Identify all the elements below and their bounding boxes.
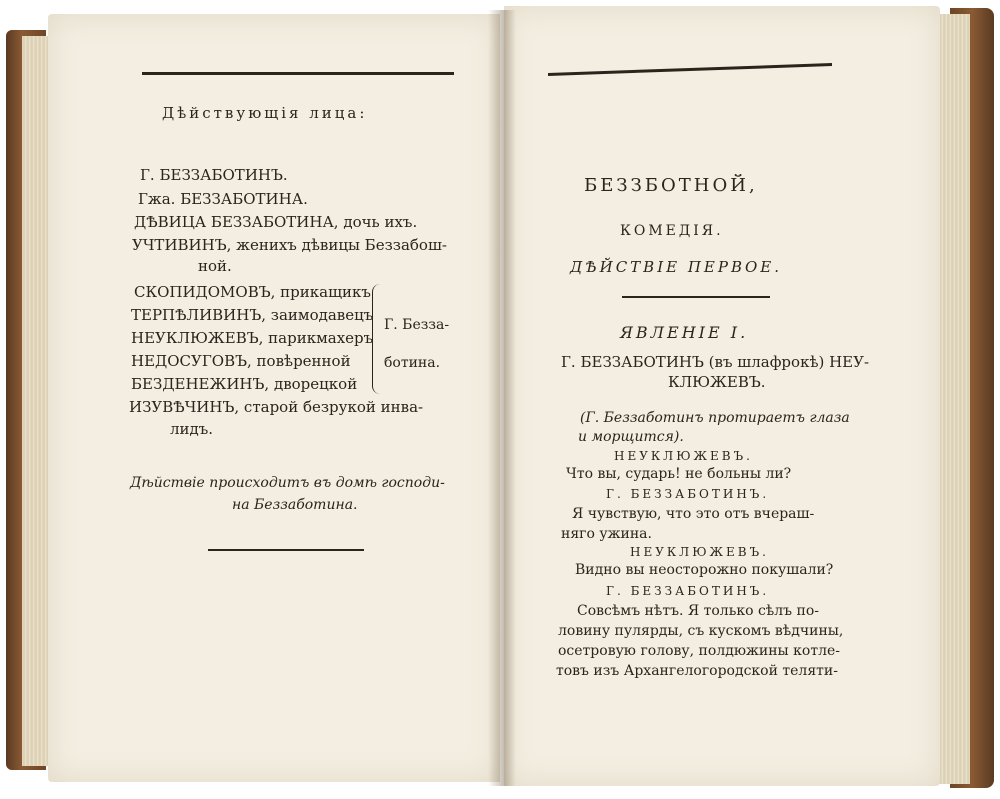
cast-line: НЕДОСУГОВЪ, повѣренной (131, 352, 351, 370)
scene-cast: КЛЮЖЕВЪ. (668, 373, 766, 391)
scene-heading: ЯВЛЕНІЕ I. (620, 323, 749, 342)
speaker-name: Г. БЕЗЗАБОТИНЪ. (606, 487, 770, 501)
speaker-name: НЕУКЛЮЖЕВЪ. (614, 449, 753, 463)
setting-note: на Беззаботина. (232, 497, 358, 513)
cast-line: ной. (198, 257, 232, 275)
play-genre: КОМЕДІЯ. (620, 223, 724, 239)
scene-cast: Г. БЕЗЗАБОТИНЪ (въ шлафрокѣ) НЕУ- (561, 353, 870, 371)
dialogue-line: товъ изъ Архангелогородской теляти- (556, 663, 838, 679)
dialogue-line: няго ужина. (561, 526, 652, 542)
cast-brace (372, 284, 383, 394)
speaker-name: Г. БЕЗЗАБОТИНЪ. (606, 584, 770, 598)
act-rule (622, 296, 770, 298)
cast-line: Г. БЕЗЗАБОТИНЪ. (140, 166, 288, 184)
speaker-name: НЕУКЛЮЖЕВЪ. (630, 545, 769, 559)
cast-line: лидъ. (170, 420, 214, 438)
dialogue-line: Я чувствую, что это отъ вчераш- (572, 506, 815, 522)
cast-line: СКОПИДОМОВЪ, прикащикъ (134, 283, 371, 301)
setting-note: Дѣйствіе происходитъ въ домѣ господи- (130, 475, 445, 491)
stage-direction: (Г. Беззаботинъ протираетъ глаза (580, 410, 850, 426)
dialogue-line: ловину пулярды, съ кускомъ вѣдчины, (558, 623, 844, 639)
bottom-rule-left (208, 549, 364, 551)
dialogue-line: Что вы, сударь! не больны ли? (566, 466, 792, 482)
cast-line: ТЕРПѢЛИВИНЪ, заимодавецъ (131, 306, 374, 324)
brace-label: ботина. (384, 355, 441, 371)
brace-label: Г. Безза- (384, 317, 450, 333)
act-heading: ДѢЙСТВІЕ ПЕРВОЕ. (570, 258, 783, 276)
stage-direction: и морщится). (578, 429, 684, 445)
book-gutter (488, 10, 516, 786)
cast-heading: Дѣйствующія лица: (162, 104, 368, 122)
dialogue-line: Совсѣмъ нѣтъ. Я только сѣлъ по- (577, 603, 819, 619)
dialogue-line: осетровую голову, полдюжины котле- (558, 643, 840, 659)
dialogue-line: Видно вы неосторожно покушали? (575, 562, 834, 578)
top-rule-left (142, 72, 454, 75)
cast-line: УЧТИВИНЪ, женихъ дѣвицы Беззабош- (132, 236, 447, 254)
cast-line: НЕУКЛЮЖЕВЪ, парикмахеръ (131, 329, 374, 347)
cast-line: ИЗУВѢЧИНЪ, старой безрукой инва- (129, 398, 424, 416)
play-title: БЕЗЗБОТНОЙ, (584, 175, 758, 196)
cast-line: Гжа. БЕЗЗАБОТИНА. (138, 190, 308, 208)
cast-line: БЕЗДЕНЕЖИНЪ, дворецкой (131, 375, 358, 393)
cast-line: ДѢВИЦА БЕЗЗАБОТИНА, дочь ихъ. (134, 213, 418, 231)
